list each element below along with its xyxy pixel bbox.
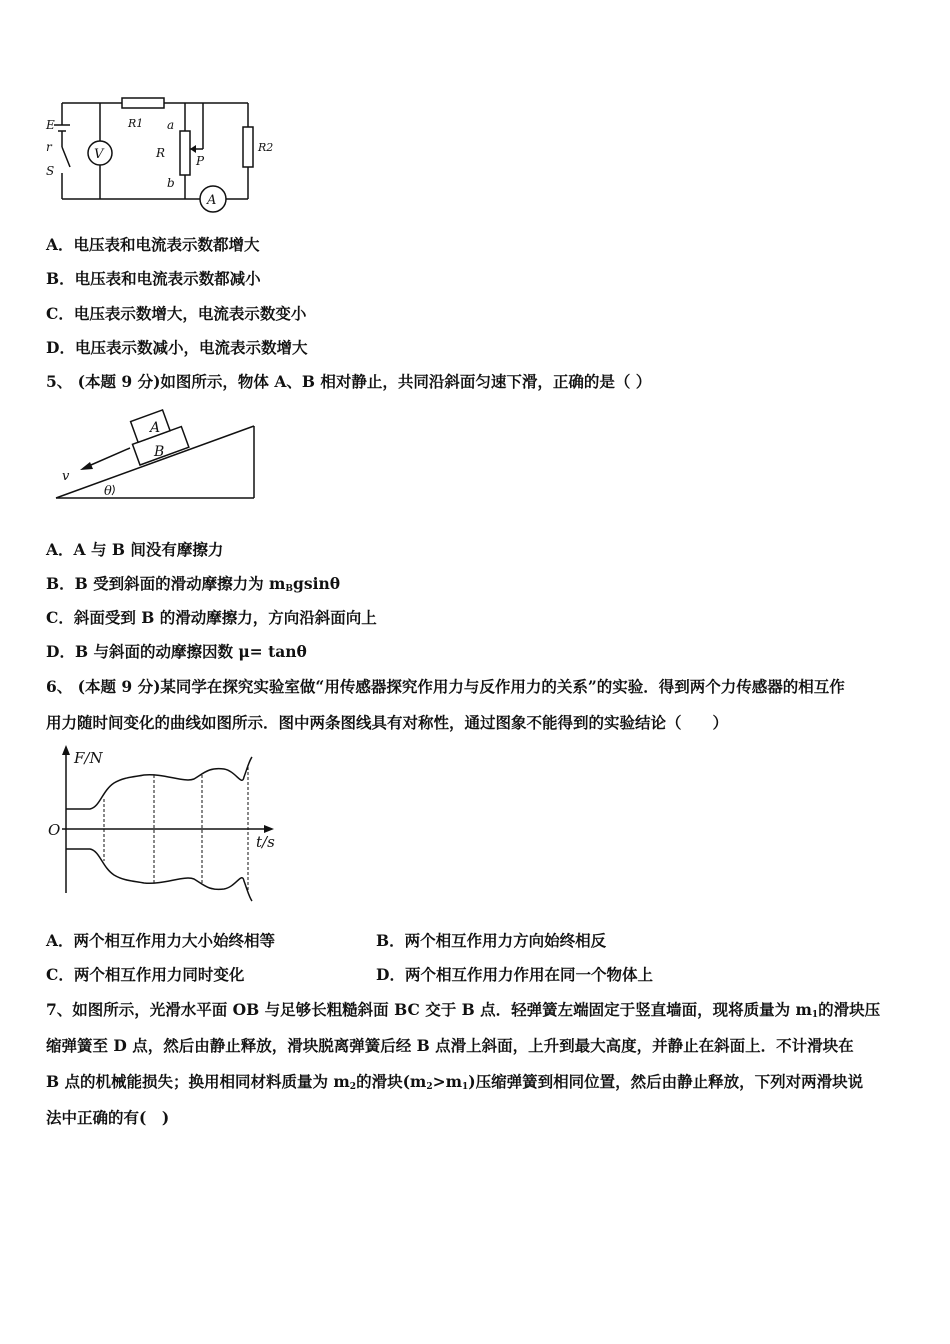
- circuit-label-r2: R2: [258, 141, 274, 154]
- graph-label-f: F/N: [74, 749, 103, 767]
- circuit-label-p: P: [196, 154, 205, 168]
- q5-option-c: C．斜面受到 B 的滑动摩擦力，方向沿斜面向上: [46, 608, 377, 627]
- circuit-label-r1: R1: [128, 117, 144, 130]
- circuit-label-s: S: [46, 164, 55, 178]
- voltmeter-label: V: [94, 147, 104, 162]
- circuit-diagram: [40, 95, 290, 215]
- q4-option-c: C．电压表示数增大，电流表示数变小: [46, 304, 307, 323]
- q4-option-d: D．电压表示数减小，电流表示数增大: [46, 338, 308, 357]
- q5-option-a: A．A 与 B 间没有摩擦力: [46, 540, 224, 559]
- graph-label-t: t/s: [256, 833, 275, 851]
- circuit-label-e: E: [46, 118, 55, 132]
- incline-label-b: B: [154, 444, 165, 460]
- incline-label-a: A: [150, 420, 161, 436]
- q7-stem-line3: B 点的机械能损失；换用相同材料质量为 $m_2$的滑块$(m_2>m_1)$压缩弹簧到相同位置，然后由静止释放，下列对两滑块说: [46, 1072, 864, 1092]
- incline-label-v: v: [62, 469, 70, 484]
- q6-option-b: B．两个相互作用力方向始终相反: [376, 931, 607, 950]
- q6-option-d: D．两个相互作用力作用在同一个物体上: [376, 965, 653, 984]
- q6-option-c: C．两个相互作用力同时变化: [46, 965, 245, 984]
- circuit-label-a: a: [167, 118, 175, 132]
- force-time-graph: [44, 743, 284, 898]
- circuit-label-rheostat: R: [156, 146, 166, 160]
- q7-stem-line2: 缩弹簧至 D 点，然后由静止释放，滑块脱离弹簧后经 B 点滑上斜面，上升到最大高度，并静止在斜面上．不计滑块在: [46, 1036, 854, 1055]
- circuit-label-r: r: [46, 140, 52, 154]
- circuit-label-b: b: [167, 176, 175, 190]
- ammeter-label: A: [207, 193, 217, 208]
- q7-stem-line4: 法中正确的有( ): [46, 1108, 170, 1127]
- q5-stem: 5、 (本题 9 分)如图所示，物体 A、B 相对静止，共同沿斜面匀速下滑，正确的是（ ）: [46, 372, 652, 391]
- incline-label-theta: θ: [104, 484, 112, 499]
- graph-label-origin: O: [48, 821, 61, 839]
- q5-option-d: D．B 与斜面的动摩擦因数 μ= tanθ: [46, 642, 307, 661]
- q5-option-b: B．B 受到斜面的滑动摩擦力为 $m_Bgsin\theta$: [46, 574, 341, 594]
- q4-option-b: B．电压表和电流表示数都减小: [46, 269, 261, 288]
- q6-stem-line2: 用力随时间变化的曲线如图所示．图中两条图线具有对称性，通过图象不能得到的实验结论（ ）: [46, 713, 729, 732]
- q7-stem-line1: 7、如图所示，光滑水平面 OB 与足够长粗糙斜面 BC 交于 B 点．轻弹簧左端固定于竖直墙面，现将质量为 $m_1$的滑块压: [46, 1000, 881, 1020]
- q6-stem-line1: 6、 (本题 9 分)某同学在探究实验室做“用传感器探究作用力与反作用力的关系”的实验．得到两个力传感器的相互作: [46, 677, 845, 696]
- q6-option-a: A．两个相互作用力大小始终相等: [46, 931, 276, 950]
- q4-option-a: A．电压表和电流表示数都增大: [46, 235, 260, 254]
- incline-diagram: [50, 398, 260, 503]
